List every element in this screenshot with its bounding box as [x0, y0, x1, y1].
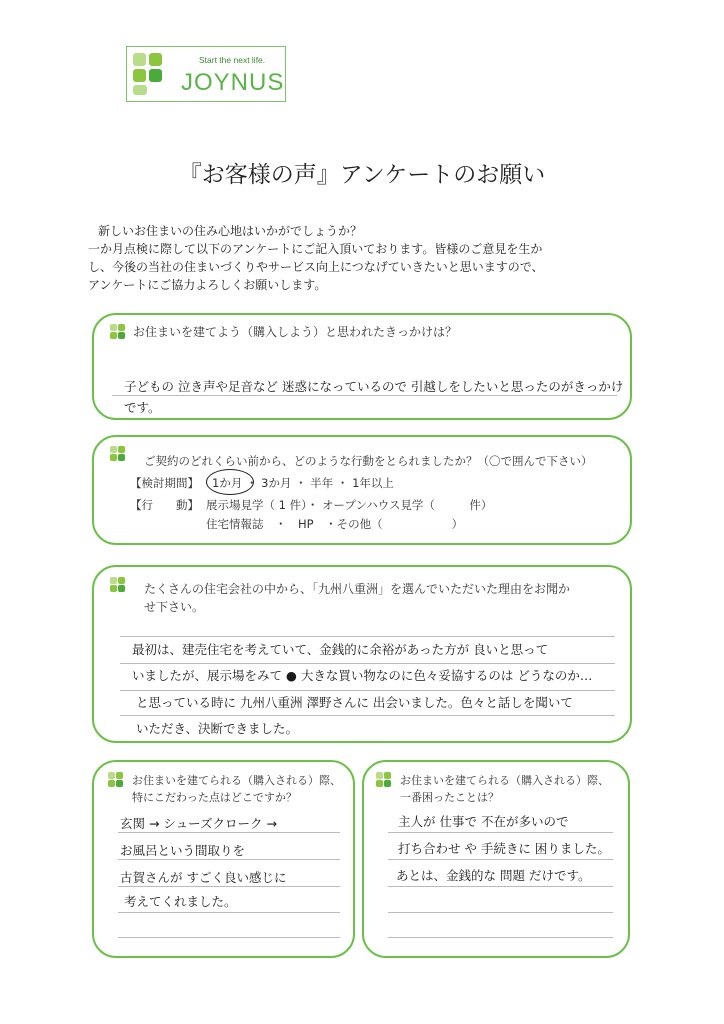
- period-options: 1か月 ・ 3か月 ・ 半年 ・ 1年以上: [212, 476, 394, 490]
- page-title: 『お客様の声』アンケートのお願い: [178, 162, 546, 188]
- company-logo: [126, 46, 286, 102]
- answer-4-line: 古賀さんが すごく良い感じに: [120, 870, 287, 885]
- answer-line: [388, 886, 613, 887]
- answer-line: [388, 937, 613, 938]
- answer-line: [120, 690, 615, 691]
- answer-4-line: 玄関 → シューズクローク →: [120, 816, 277, 831]
- logo-square: [133, 53, 146, 66]
- question-4-line: お住まいを建てられる（購入される）際、: [132, 774, 341, 787]
- answer-3-line: いただき、決断できました。: [136, 721, 299, 736]
- answer-3-line: 最初は、建売住宅を考えていて、金銭的に余裕があった方が 良いと思って: [132, 642, 549, 657]
- action-options-line2: 住宅情報誌 ・ HP ・その他（ ）: [206, 517, 464, 531]
- bullet-icon: [110, 577, 128, 595]
- action-options-line1: 展示場見学（ 1 件）・ オープンハウス見学（ 件）: [206, 498, 493, 512]
- answer-5-line: 主人が 仕事で 不在が多いので: [398, 814, 569, 829]
- answer-line: [120, 663, 615, 664]
- answer-line: [388, 859, 613, 860]
- logo-square: [149, 53, 162, 66]
- answer-1-line: です。: [124, 400, 161, 415]
- answer-line: [118, 832, 340, 833]
- intro-text: [88, 222, 668, 294]
- question-3-line: せ下さい。: [144, 600, 205, 614]
- question-4-line: 特にこだわった点はどこですか？: [132, 791, 297, 804]
- intro-line: アンケートにご協力よろしくお願いします。: [88, 278, 327, 292]
- answer-3-line: いましたが、展示場をみて ● 大きな買い物なのに色々妥協するのは どうなのか…: [132, 668, 593, 683]
- answer-line: [388, 912, 613, 913]
- bullet-icon: [110, 324, 128, 342]
- answer-4-line: 考えてくれました。: [124, 894, 237, 909]
- bullet-icon: [110, 446, 128, 464]
- period-label: 【検討期間】: [130, 476, 199, 490]
- answer-line: [120, 715, 615, 716]
- action-label: 【行 動】: [130, 498, 199, 512]
- logo-tagline: Start the next life.: [199, 55, 266, 65]
- answer-line: [118, 886, 340, 887]
- answer-line: [120, 636, 615, 637]
- question-4-text: [132, 772, 341, 806]
- answer-5-line: あとは、金銭的な 問題 だけです。: [396, 868, 591, 883]
- logo-square: [133, 69, 146, 82]
- intro-line: 新しいお住まいの住み心地はいかがでしょうか？: [98, 224, 363, 238]
- logo-square: [149, 69, 162, 82]
- bullet-icon: [376, 772, 394, 790]
- question-2-text: ご契約のどれくらい前から、どのような行動をとられましたか？（〇で囲んで下さい）: [144, 454, 593, 468]
- answer-line: [118, 912, 340, 913]
- intro-line: し、今後の当社の住まいづくりやサービス向上につなげていきたいと思いますので、: [88, 260, 544, 274]
- answer-3-line: と思っている時に 九州八重洲 澤野さんに 出会いました。色々と話しを聞いて: [136, 695, 573, 710]
- question-5-line: 一番困ったことは？: [400, 791, 499, 804]
- question-3-text: [144, 580, 570, 616]
- bullet-icon: [108, 772, 126, 790]
- answer-line: [112, 395, 617, 396]
- answer-line: [118, 859, 340, 860]
- answer-line: [118, 937, 340, 938]
- question-5-text: [400, 772, 609, 806]
- answer-1-line: 子どもの 泣き声や足音など 迷惑になっているので 引越しをしたいと思ったのがきっかけ: [124, 379, 624, 394]
- question-1-text: お住まいを建てよう（購入しよう）と思われたきっかけは？: [133, 325, 458, 339]
- answer-4-line: お風呂という間取りを: [120, 843, 246, 858]
- answer-5-line: 打ち合わせ や 手続きに 困りました。: [398, 841, 610, 856]
- logo-wordmark: JOYNUS: [181, 69, 285, 96]
- question-3-line: たくさんの住宅会社の中から、「九州八重洲」を選んでいただいた理由をお聞か: [144, 582, 571, 596]
- logo-square: [133, 85, 147, 95]
- question-5-line: お住まいを建てられる（購入される）際、: [400, 774, 609, 787]
- intro-line: 一か月点検に際して以下のアンケートにご記入頂いております。皆様のご意見を生か: [88, 242, 543, 256]
- answer-line: [388, 832, 613, 833]
